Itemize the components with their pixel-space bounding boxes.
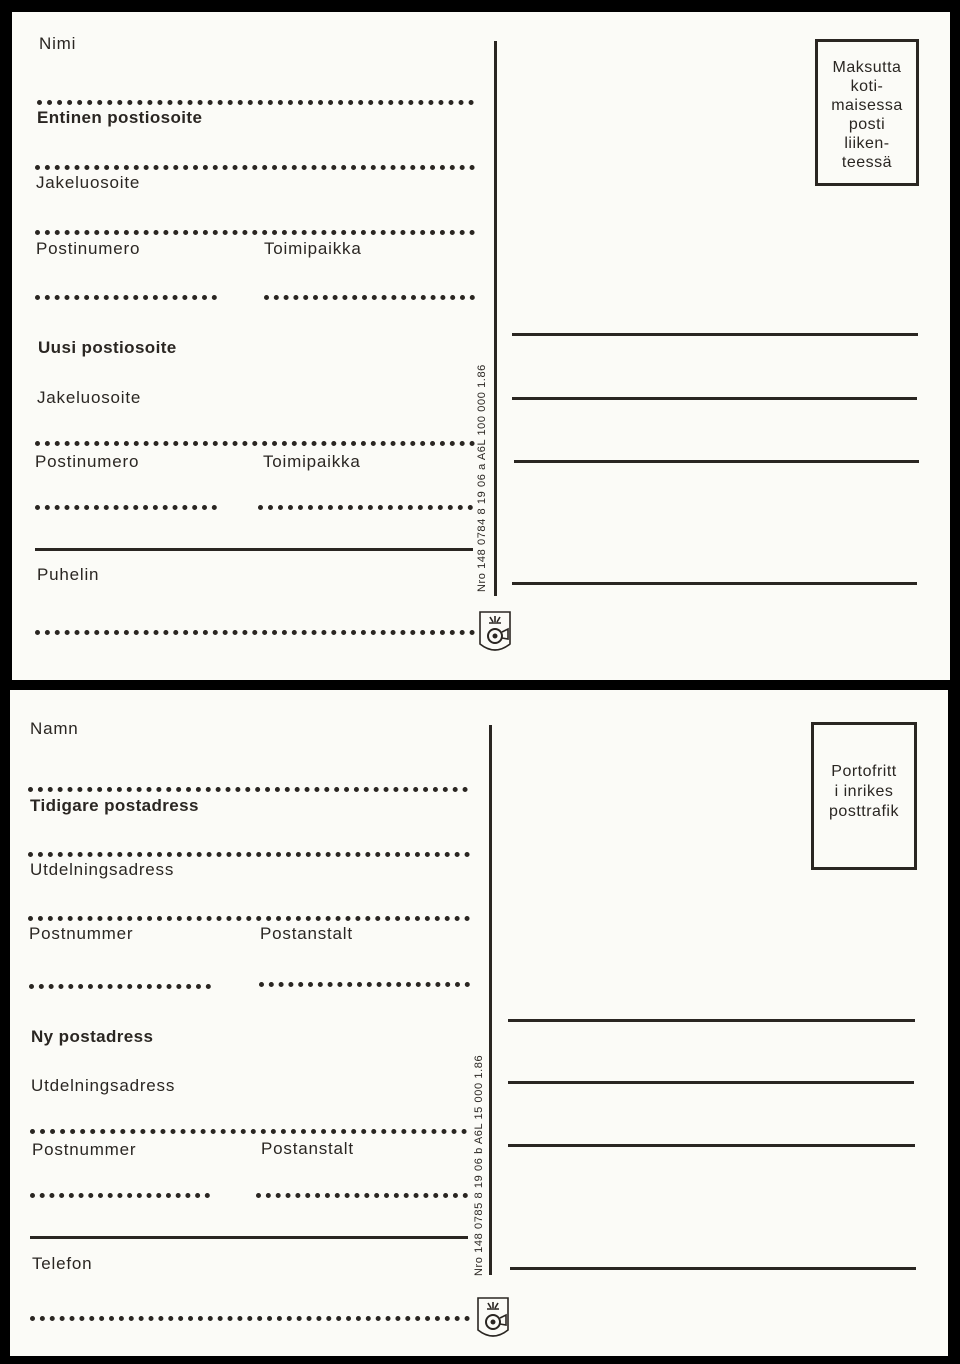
swedish-address-card	[10, 690, 948, 1356]
old-address-dotted-line	[35, 165, 475, 170]
new-postcode-label: Postinumero	[35, 452, 140, 471]
name-dotted-line	[37, 100, 474, 105]
postage-line: maisessa	[831, 97, 903, 114]
postage-line: teessä	[841, 154, 893, 171]
recipient-line-3	[514, 460, 919, 463]
recipient-line-1	[512, 333, 918, 336]
street-label: Utdelningsadress	[30, 860, 175, 879]
city-label: Postanstalt	[260, 924, 353, 943]
name-label: Nimi	[39, 34, 77, 53]
postcode-label: Postinumero	[36, 239, 141, 258]
name-label: Namn	[30, 719, 79, 738]
postage-line: posti	[848, 116, 886, 133]
street-dotted-line	[28, 916, 470, 921]
phone-dotted-line	[30, 1316, 470, 1321]
new-address-heading: Uusi postiosoite	[38, 338, 177, 357]
recipient-line-4	[510, 1267, 916, 1270]
recipient-line-1	[508, 1019, 915, 1022]
new-street-label: Jakeluosoite	[37, 388, 142, 407]
separator-line	[30, 1236, 468, 1239]
postage-line: Portofritt	[831, 763, 897, 780]
new-address-heading: Ny postadress	[31, 1027, 154, 1046]
new-city-label: Toimipaikka	[263, 452, 361, 471]
street-label: Jakeluosoite	[36, 173, 141, 192]
postage-text	[814, 725, 914, 822]
postage-line: i inrikes	[834, 783, 894, 800]
print-code: Nro 148 0785 8 19 06 b A6L 15 000 1.86	[473, 1054, 485, 1276]
new-street-label: Utdelningsadress	[31, 1076, 176, 1095]
new-postcode-dotted-line	[35, 505, 217, 510]
city-dotted-line	[264, 295, 475, 300]
post-horn-icon	[478, 610, 512, 654]
divider-line	[489, 725, 492, 1275]
postage-line: Maksutta	[832, 59, 902, 76]
postage-line: liiken-	[844, 135, 890, 152]
recipient-line-2	[512, 397, 917, 400]
old-address-heading: Tidigare postadress	[30, 796, 199, 815]
new-street-dotted-line	[35, 441, 475, 446]
postage-line: koti-	[850, 78, 884, 95]
finnish-address-card	[12, 12, 950, 680]
new-city-dotted-line	[258, 505, 473, 510]
new-city-label: Postanstalt	[261, 1139, 354, 1158]
postage-line: posttrafik	[829, 803, 899, 820]
city-dotted-line	[259, 982, 470, 987]
new-postcode-label: Postnummer	[32, 1140, 137, 1159]
divider-line	[494, 41, 497, 596]
postage-text	[818, 42, 916, 172]
phone-label: Puhelin	[37, 565, 100, 584]
postcode-label: Postnummer	[29, 924, 134, 943]
recipient-line-3	[508, 1144, 915, 1147]
postage-box	[815, 39, 919, 186]
old-address-heading: Entinen postiosoite	[37, 108, 203, 127]
old-address-dotted-line	[28, 852, 470, 857]
street-dotted-line	[35, 230, 475, 235]
name-dotted-line	[28, 787, 468, 792]
new-city-dotted-line	[256, 1193, 468, 1198]
city-label: Toimipaikka	[264, 239, 362, 258]
recipient-line-2	[508, 1081, 914, 1084]
postage-box	[811, 722, 917, 870]
post-horn-icon	[476, 1296, 510, 1340]
phone-dotted-line	[35, 630, 475, 635]
new-street-dotted-line	[30, 1129, 467, 1134]
recipient-line-4	[512, 582, 917, 585]
separator-line	[35, 548, 473, 551]
postcode-dotted-line	[35, 295, 217, 300]
new-postcode-dotted-line	[30, 1193, 210, 1198]
phone-label: Telefon	[32, 1254, 93, 1273]
print-code: Nro 148 0784 8 19 06 a A6L 100 000 1.86	[476, 364, 488, 592]
postcode-dotted-line	[29, 984, 211, 989]
